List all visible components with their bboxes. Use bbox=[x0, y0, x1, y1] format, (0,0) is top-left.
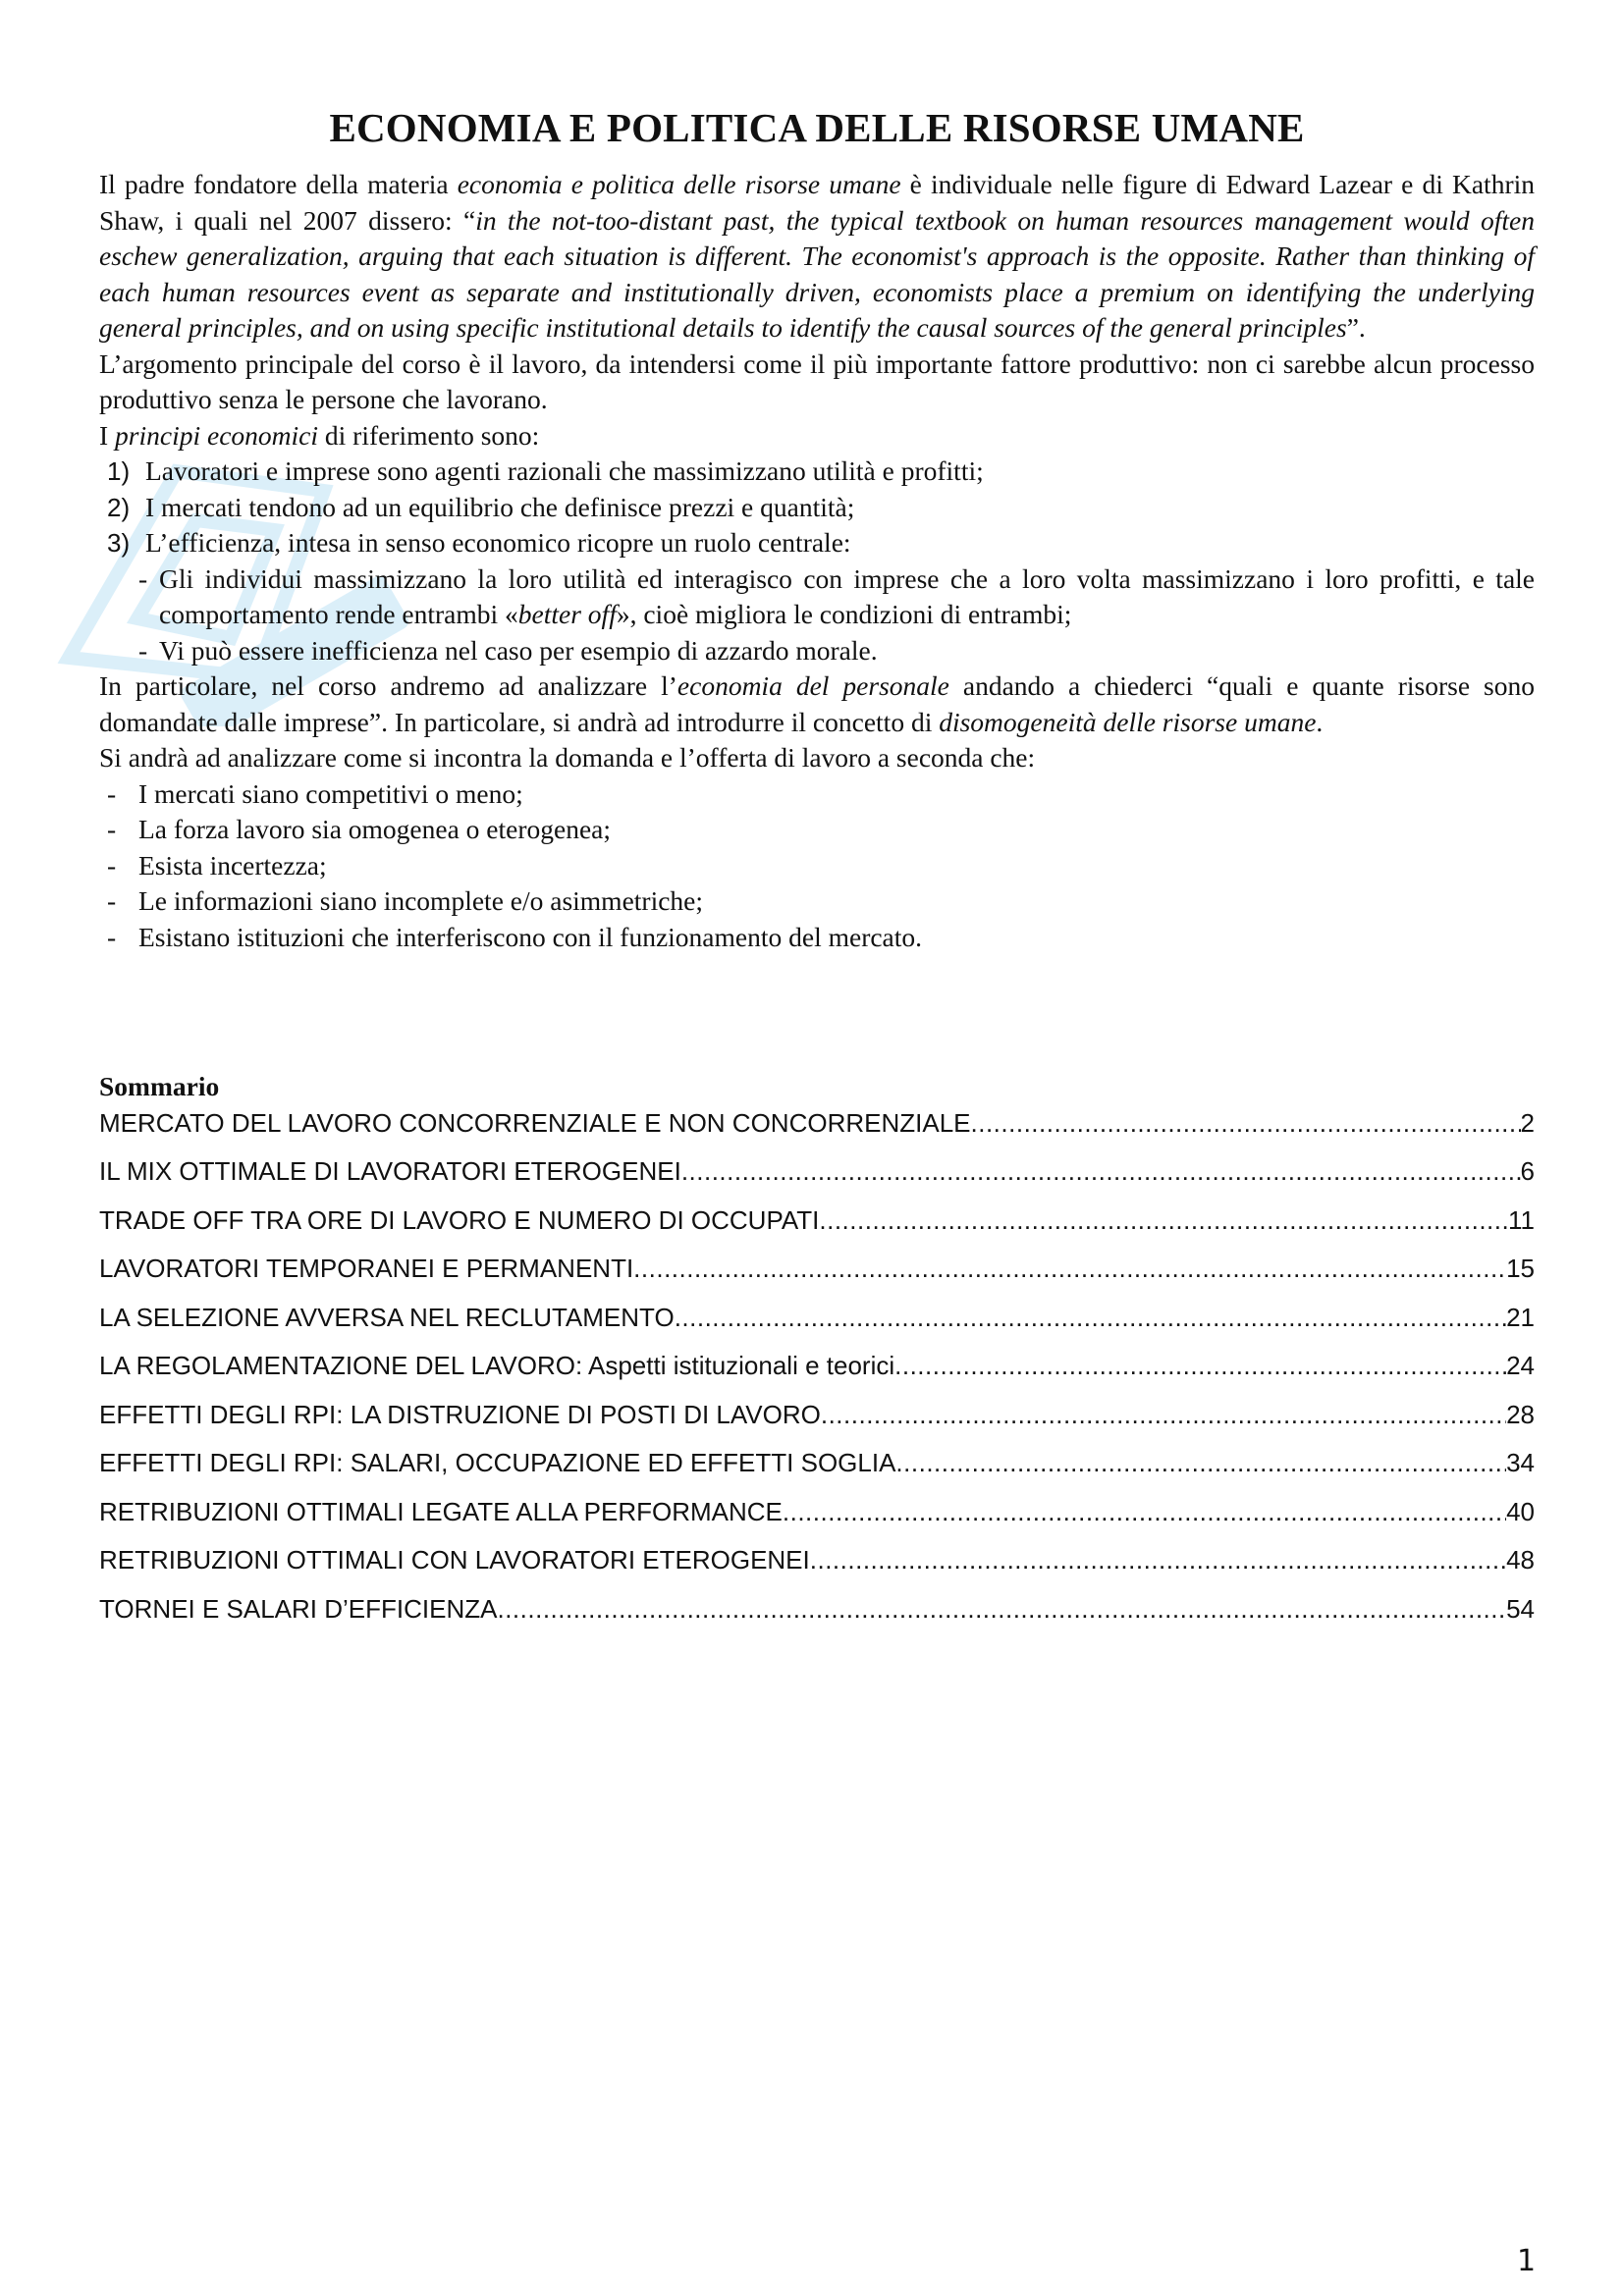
toc-entry[interactable]: TRADE OFF TRA ORE DI LAVORO E NUMERO DI OCCUPATI ..... 11 bbox=[99, 1202, 1535, 1252]
document-title: ECONOMIA E POLITICA DELLE RISORSE UMANE bbox=[329, 105, 1305, 150]
toc-entry[interactable]: RETRIBUZIONI OTTIMALI LEGATE ALLA PERFORMANCE ..... 40 bbox=[99, 1494, 1535, 1543]
table-of-contents bbox=[99, 1105, 1535, 1640]
list-item: 2) I mercati tendono ad un equilibrio che definisce prezzi e quantità; bbox=[107, 491, 855, 522]
document-page bbox=[99, 98, 1535, 1639]
conditions-list bbox=[99, 776, 1535, 956]
analysis-lead: Si andrà ad analizzare come si incontra la domanda e l’offerta di lavoro a seconda che: bbox=[99, 742, 1036, 773]
principles-list bbox=[99, 454, 1535, 668]
list-item: - Esista incertezza; bbox=[107, 849, 327, 881]
toc-entry[interactable]: LA SELEZIONE AVVERSA NEL RECLUTAMENTO ..... 21 bbox=[99, 1300, 1535, 1349]
list-item: 3) L’efficienza, intesa in senso economico ricopre un ruolo centrale: bbox=[107, 527, 851, 558]
toc-entry[interactable]: EFFETTI DEGLI RPI: LA DISTRUZIONE DI POSTI DI LAVORO ..... 28 bbox=[99, 1397, 1535, 1446]
analysis-paragraph: In particolare, nel corso andremo ad analizzare l’economia del personale andando a chiederci “quali e quante risorse sono domandate dalle imprese”. In particolare, si andrà ad introdurre il concetto di disomogeneità delle risorse umane. bbox=[99, 670, 1535, 737]
subject-name: economia e politica delle risorse umane bbox=[457, 169, 901, 199]
list-item: 1) Lavoratori e imprese sono agenti razionali che massimizzano utilità e profitti; bbox=[107, 455, 984, 486]
page-number: 1 bbox=[1517, 2244, 1537, 2278]
toc-entry[interactable]: RETRIBUZIONI OTTIMALI CON LAVORATORI ETEROGENEI ..... 48 bbox=[99, 1542, 1535, 1591]
toc-entry[interactable]: EFFETTI DEGLI RPI: SALARI, OCCUPAZIONE ED EFFETTI SOGLIA ..... 34 bbox=[99, 1445, 1535, 1494]
toc-entry[interactable]: MERCATO DEL LAVORO CONCORRENZIALE E NON CONCORRENZIALE ..... 2 bbox=[99, 1105, 1535, 1154]
list-item: - Vi può essere inefficienza nel caso per esempio di azzardo morale. bbox=[138, 634, 878, 666]
toc-entry[interactable]: IL MIX OTTIMALE DI LAVORATORI ETEROGENEI ..... 6 bbox=[99, 1153, 1535, 1202]
toc-entry[interactable]: LAVORATORI TEMPORANEI E PERMANENTI ..... 15 bbox=[99, 1251, 1535, 1300]
list-item: - Esistano istituzioni che interferiscono con il funzionamento del mercato. bbox=[107, 921, 923, 952]
intro-paragraph: Il padre fondatore della materia economia e politica delle risorse umane è individuale nelle figure di Edward Lazear e di Kathrin Shaw, i quali nel 2007 dissero: “in the not-too-distant past, the typical textbook on human resources management would often eschew generalization, arguing that each situation is different. The economist's approach is the opposite. Rather than thinking of each human resources event as separate and institutionally driven, economists place a premium on identifying the underlying general principles, and on using specific institutional details to identify the causal sources of the general principles”. bbox=[99, 169, 1535, 343]
list-item: - Le informazioni siano incomplete e/o asimmetriche; bbox=[107, 885, 704, 916]
list-item: - La forza lavoro sia omogenea o eterogenea; bbox=[107, 814, 612, 844]
toc-entry[interactable]: LA REGOLAMENTAZIONE DEL LAVORO: Aspetti istituzionali e teorici ..... 24 bbox=[99, 1348, 1535, 1397]
main-topic-paragraph: L’argomento principale del corso è il lavoro, da intendersi come il più importante fattore produttivo: non ci sarebbe alcun processo produttivo senza le persone che lavorano. bbox=[99, 347, 1535, 414]
principles-intro: I principi economici di riferimento sono: bbox=[99, 419, 540, 451]
list-item: - I mercati siano competitivi o meno; bbox=[107, 777, 523, 809]
toc-entry[interactable]: TORNEI E SALARI D’EFFICIENZA ..... 54 bbox=[99, 1591, 1535, 1640]
toc-heading: Sommario bbox=[99, 1071, 220, 1101]
list-item: - Gli individui massimizzano la loro utilità ed interagisco con imprese che a loro volta massimizzano i loro profitti, e tale comportamento rende entrambi «better off», cioè migliora le condizioni di entrambi; bbox=[138, 562, 1535, 629]
lazear-shaw-quote: in the not-too-distant past, the typical textbook on human resources management would often eschew generalization, arguing that each situation is different. The economist's approach is the opposite. Rather than thinking of each human resources event as separate and institutionally driven, economists place a premium on identifying the underlying general principles, and on using specific institutional details to identify the causal sources of the general principles bbox=[99, 204, 1535, 343]
